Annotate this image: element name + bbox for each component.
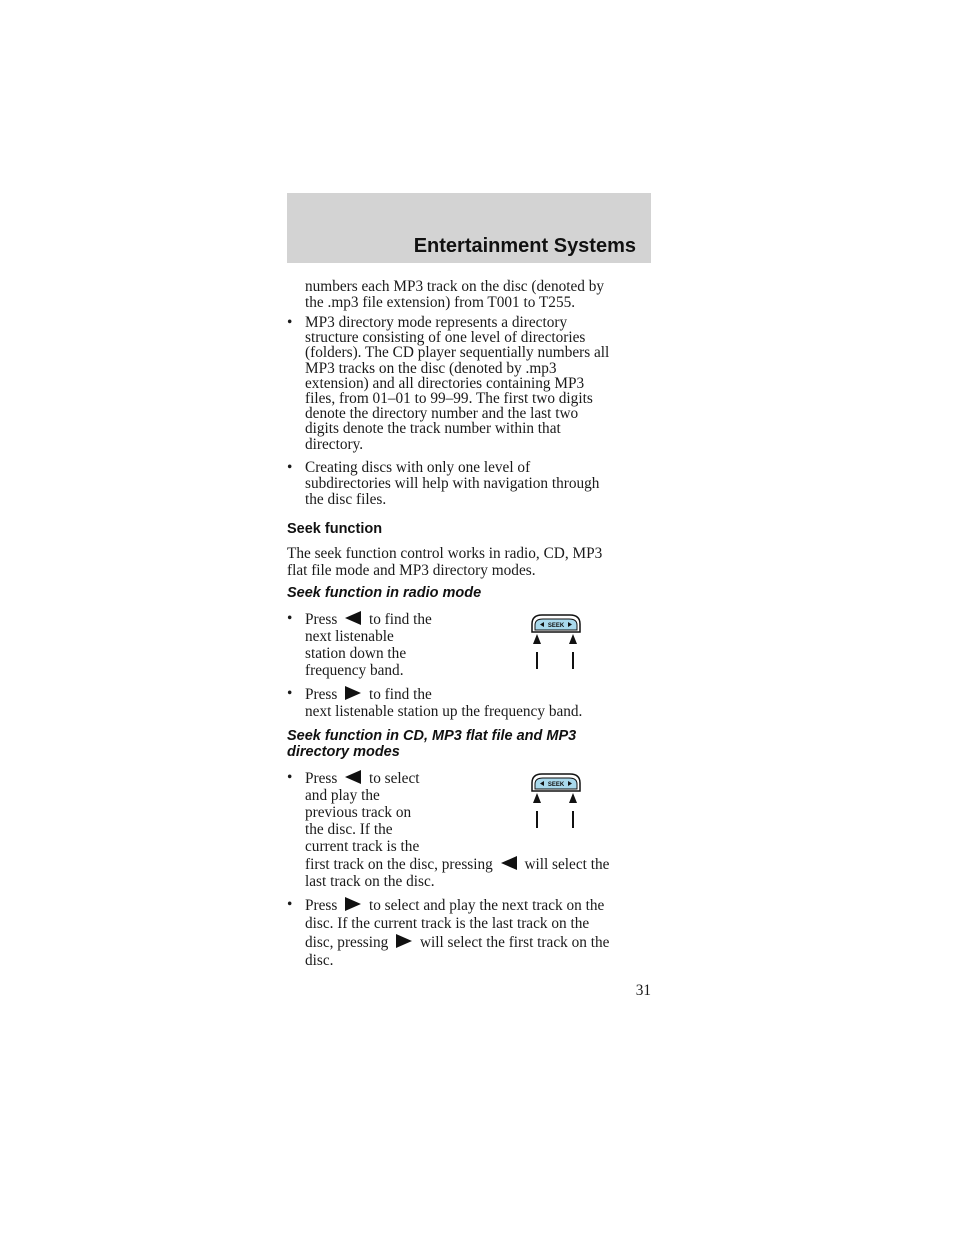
text-fragment: first track on the disc, pressing: [305, 856, 493, 873]
heading-line: Seek function in CD, MP3 flat file and MP3: [287, 728, 577, 744]
text-line: disc. If the current track is the last track on the: [305, 915, 590, 932]
press-word: Press: [305, 897, 338, 914]
text-fragment: to select and play the next track on the: [368, 897, 605, 914]
text-line: subdirectories will help with navigation through: [305, 475, 600, 492]
text-line: Creating discs with only one level of: [305, 459, 531, 476]
press-word: Press: [305, 686, 338, 703]
left-triangle-icon: [343, 769, 363, 785]
list-item: [287, 460, 657, 508]
right-triangle-icon: [343, 685, 363, 701]
bullet-marker: •: [287, 685, 293, 702]
text-line: The seek function control works in radio, CD, MP3: [287, 545, 603, 562]
subsection-heading: Seek function in radio mode: [287, 585, 482, 601]
text-line: structure consisting of one level of directories: [305, 329, 586, 347]
text-line: [305, 855, 657, 873]
text-line: [305, 896, 657, 915]
text-line: digits denote the track number within that: [305, 420, 561, 438]
text-line: the disc files.: [305, 491, 387, 508]
text-line: MP3 tracks on the disc (denoted by .mp3: [305, 359, 557, 377]
bullet-marker: •: [287, 610, 293, 627]
text-line: next listenable station up the frequency band.: [305, 703, 583, 720]
text-line: [305, 685, 657, 703]
list-item: [287, 769, 657, 890]
bullet-marker: •: [287, 314, 293, 331]
intro-paragraph: [305, 279, 655, 310]
seek-button-icon: [528, 612, 584, 672]
seek-button-figure: [528, 771, 584, 831]
list-item: [287, 896, 657, 970]
text-fragment: to find the: [368, 611, 432, 628]
list-item: [287, 610, 487, 679]
section-heading: Seek function: [287, 521, 383, 537]
body-paragraph: [287, 545, 657, 579]
seek-label: SEEK: [547, 782, 565, 788]
left-triangle-icon: [343, 610, 363, 626]
text-line: last track on the disc.: [305, 873, 435, 890]
text-fragment: will select the: [524, 856, 610, 873]
text-line: files, from 01–01 to 99–99. The first two digits: [305, 390, 593, 408]
text-fragment: will select the first track on the: [419, 934, 610, 951]
text-line: [305, 769, 657, 787]
text-line: denote the directory number and the last two: [305, 405, 579, 423]
text-line: current track is the: [305, 838, 420, 855]
text-line: directory.: [305, 435, 364, 453]
text-line: the disc. If the: [305, 821, 393, 838]
text-line: numbers each MP3 track on the disc (denoted by: [305, 278, 605, 295]
seek-label: SEEK: [547, 623, 565, 629]
left-triangle-icon: [499, 855, 519, 871]
text-line: [305, 610, 487, 628]
press-word: Press: [305, 611, 338, 628]
text-line: and play the: [305, 787, 380, 804]
section-header: [287, 193, 651, 263]
press-word: Press: [305, 770, 338, 787]
text-line: the .mp3 file extension) from T001 to T255.: [305, 293, 576, 311]
text-line: disc.: [305, 952, 334, 969]
text-line: extension) and all directories containing MP3: [305, 374, 585, 392]
text-fragment: disc, pressing: [305, 934, 389, 951]
text-line: station down the: [305, 645, 407, 662]
list-item: [287, 315, 657, 452]
right-triangle-icon: [394, 933, 414, 949]
list-item: [287, 685, 657, 720]
text-line: (folders). The CD player sequentially numbers all: [305, 344, 610, 362]
text-line: frequency band.: [305, 662, 404, 679]
seek-button-icon: [528, 771, 584, 831]
right-triangle-icon: [343, 896, 363, 912]
bullet-marker: •: [287, 459, 293, 476]
text-line: MP3 directory mode represents a directory: [305, 314, 568, 331]
page-number: 31: [635, 982, 651, 999]
bullet-marker: •: [287, 896, 293, 913]
text-line: previous track on: [305, 804, 412, 821]
subsection-heading: [287, 728, 576, 760]
seek-button-figure: [528, 612, 584, 672]
text-line: next listenable: [305, 628, 394, 645]
text-line: flat file mode and MP3 directory modes.: [287, 562, 536, 579]
section-title: Entertainment Systems: [413, 235, 636, 257]
heading-line: directory modes: [287, 744, 400, 760]
bullet-marker: •: [287, 769, 293, 786]
text-fragment: to select: [368, 770, 420, 787]
text-line: [305, 933, 657, 952]
text-fragment: to find the: [368, 686, 432, 703]
